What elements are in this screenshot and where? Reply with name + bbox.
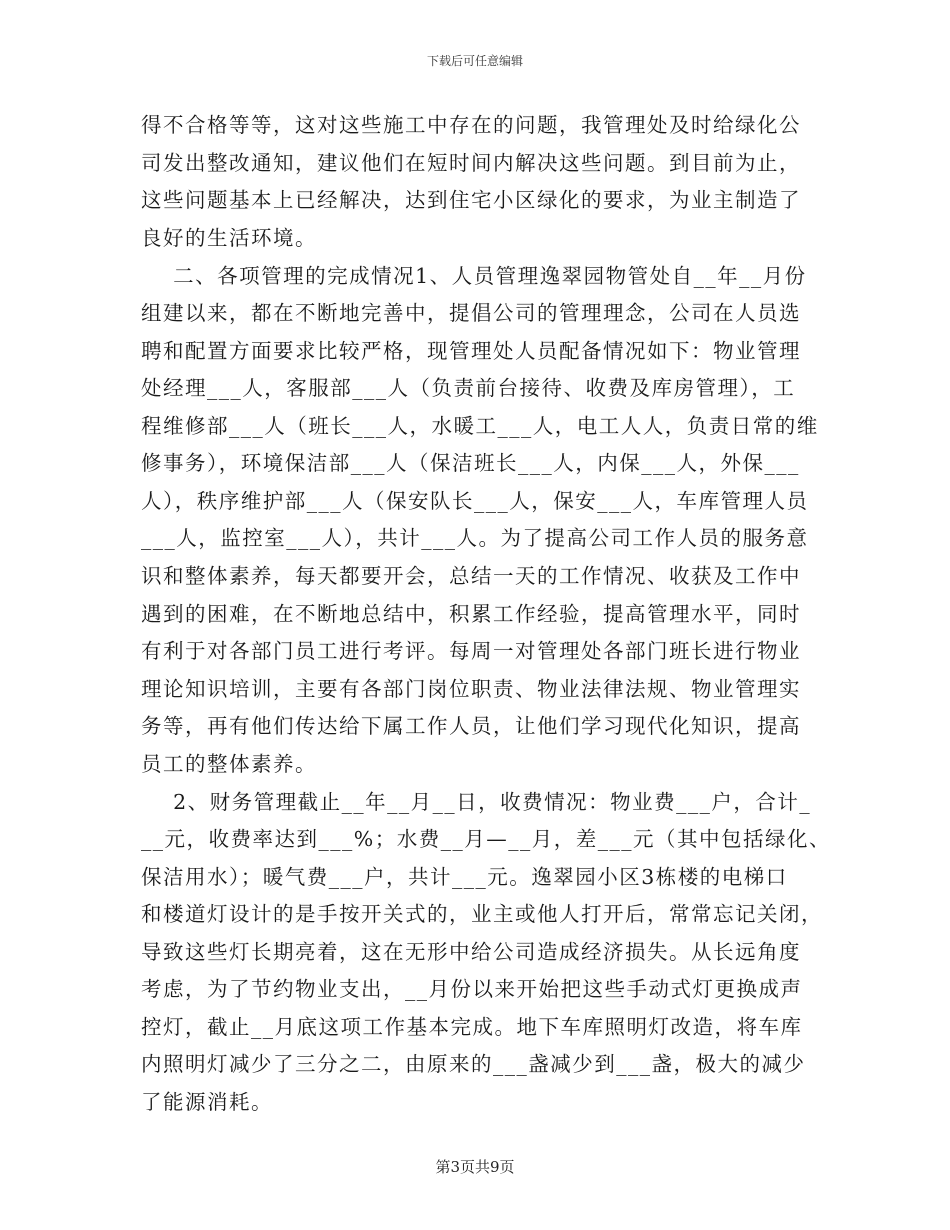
page-footer: 第3页共9页 [435, 1158, 515, 1176]
text-line: 处经理___人，客服部___人（负责前台接待、收费及库房管理），工 [141, 376, 796, 400]
text-line: 组建以来，都在不断地完善中，提倡公司的管理理念，公司在人员选 [141, 301, 801, 325]
text-line: 考虑，为了节约物业支出，__月份以来开始把这些手动式灯更换成声 [141, 977, 803, 1001]
text-line: 有利于对各部门员工进行考评。每周一对管理处各部门班长进行物业 [141, 639, 801, 663]
text-line: 导致这些灯长期亮着，这在无形中给公司造成经济损失。从长远角度 [141, 940, 801, 964]
text-line: 务等，再有他们传达给下属工作人员，让他们学习现代化知识，提高 [141, 714, 801, 738]
text-line: 控灯，截止__月底这项工作基本完成。地下车库照明灯改造，将车库 [141, 1015, 803, 1039]
text-line: 良好的生活环境。 [141, 226, 317, 250]
text-line: 聘和配置方面要求比较严格，现管理处人员配备情况如下：物业管理 [141, 339, 801, 363]
text-line: 理论知识培训，主要有各部门岗位职责、物业法律法规、物业管理实 [141, 677, 801, 701]
text-line: 识和整体素养，每天都要开会，总结一天的工作情况、收获及工作中 [141, 564, 801, 588]
text-line: ___人，监控室___人），共计___人。为了提高公司工作人员的服务意 [141, 526, 809, 550]
text-line: 了能源消耗。 [141, 1090, 273, 1114]
text-line: 员工的整体素养。 [141, 752, 317, 776]
text-line: 得不合格等等，这对这些施工中存在的问题，我管理处及时给绿化公 [141, 113, 801, 137]
page-header: 下载后可任意编辑 [426, 54, 523, 68]
text-line: 和楼道灯设计的是手按开关式的，业主或他人打开后，常常忘记关闭， [141, 902, 823, 926]
text-line: 内照明灯减少了三分之二，由原来的___盏减少到___盏，极大的减少 [141, 1052, 806, 1076]
text-line: 程维修部___人（班长___人，水暖工___人，电工人人，负责日常的维 [141, 414, 819, 438]
text-line: 司发出整改通知，建议他们在短时间内解决这些问题。到目前为止， [141, 151, 801, 175]
text-line: 人），秩序维护部___人（保安队长___人，保安___人，车库管理人员 [141, 489, 809, 513]
text-line: 修事务），环境保洁部___人（保洁班长___人，内保___人，外保___ [141, 451, 800, 475]
text-line: 保洁用水）；暖气费___户，共计___元。逸翠园小区3栋楼的电梯口 [141, 865, 788, 889]
text-line: 遇到的困难，在不断地总结中，积累工作经验，提高管理水平，同时 [141, 602, 801, 626]
text-line: __元，收费率达到___%；水费__月—__月，差___元（其中包括绿化、 [141, 827, 831, 851]
text-line: 这些问题基本上已经解决，达到住宅小区绿化的要求，为业主制造了 [141, 188, 801, 212]
text-line: 2、财务管理截止__年__月__日，收费情况：物业费___户，合计_ [141, 790, 812, 814]
text-line: 二、各项管理的完成情况1、人员管理逸翠园物管处自__年__月份 [141, 264, 807, 288]
